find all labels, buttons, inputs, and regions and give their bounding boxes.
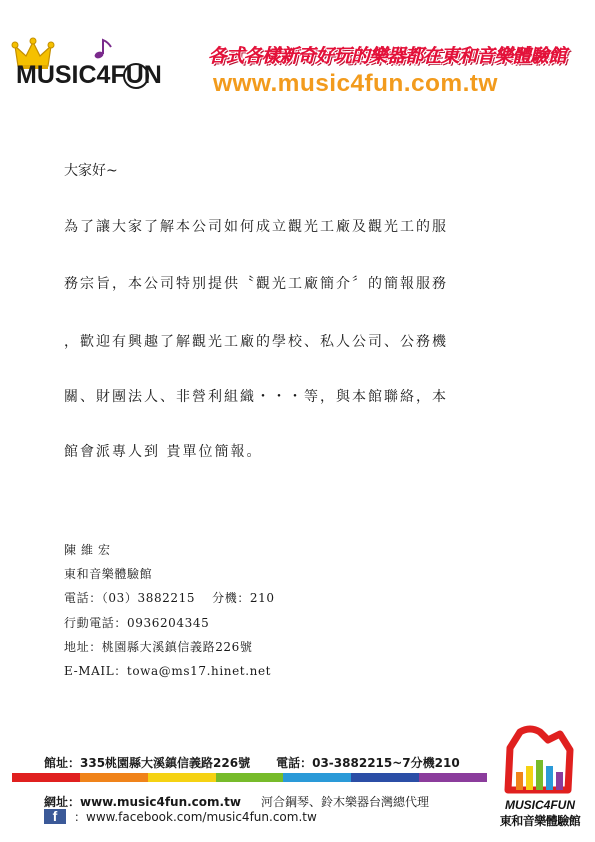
footer-logo-name: 東和音樂體驗館	[499, 814, 581, 828]
footer-agent: 河合鋼琴、鈴木樂器台灣總代理	[260, 795, 429, 809]
paragraph-line: ，歡迎有興趣了解觀光工廠的學校、私人公司、公務機	[64, 334, 448, 350]
music-note-icon	[94, 40, 111, 60]
rainbow-segment	[148, 773, 216, 782]
paragraph-line: 為了讓大家了解本公司如何成立觀光工廠及觀光工的服	[64, 219, 448, 235]
paragraph-line: 務宗旨，本公司特別提供〝觀光工廠簡介〞的簡報服務	[64, 276, 448, 292]
signature-phone: 電話：（03）3882215 分機：210	[64, 591, 275, 605]
footer-logo-brand: MUSIC4FUN	[504, 798, 575, 812]
signature-mobile: 行動電話：0936204345	[64, 616, 210, 630]
paragraph-line: 關、財團法人、非營利組織・・・等，與本館聯絡，本	[64, 389, 448, 405]
greeting: 大家好~	[64, 163, 118, 179]
facebook-link[interactable]: ：www.facebook.com/music4fun.com.tw	[74, 810, 317, 824]
signature-email[interactable]: E-MAIL：towa@ms17.hinet.net	[64, 664, 272, 678]
logo-text: MUSIC4FUN	[16, 61, 162, 89]
footer-address: 館址：335桃園縣大溪鎮信義路226號	[44, 756, 251, 770]
facebook-row	[44, 808, 317, 825]
rainbow-segment	[351, 773, 419, 782]
rainbow-bar	[12, 773, 487, 782]
rainbow-segment	[283, 773, 351, 782]
header-website[interactable]: www.music4fun.com.tw	[213, 70, 498, 97]
rainbow-segment	[12, 773, 80, 782]
rainbow-segment	[80, 773, 148, 782]
footer-website[interactable]: 網址：www.music4fun.com.tw	[44, 795, 241, 809]
rainbow-segment	[216, 773, 284, 782]
header-tagline: 各式各樣新奇好玩的樂器都在東和音樂體驗館	[208, 46, 567, 67]
paragraph-line: 館會派專人到 貴單位簡報。	[64, 444, 263, 460]
signature-organization: 東和音樂體驗館	[64, 567, 153, 581]
music4fun-logo-graphic	[12, 38, 208, 100]
signature-address: 地址：桃園縣大溪鎮信義路226號	[64, 640, 253, 654]
footer-contact-line	[44, 754, 460, 771]
music4fun-logo	[12, 38, 208, 100]
footer-phone: 電話：03-3882215~7分機210	[276, 756, 460, 770]
rainbow-segment	[419, 773, 487, 782]
facebook-icon[interactable]: f	[44, 809, 66, 824]
signature-name: 陳 維 宏	[64, 543, 111, 557]
